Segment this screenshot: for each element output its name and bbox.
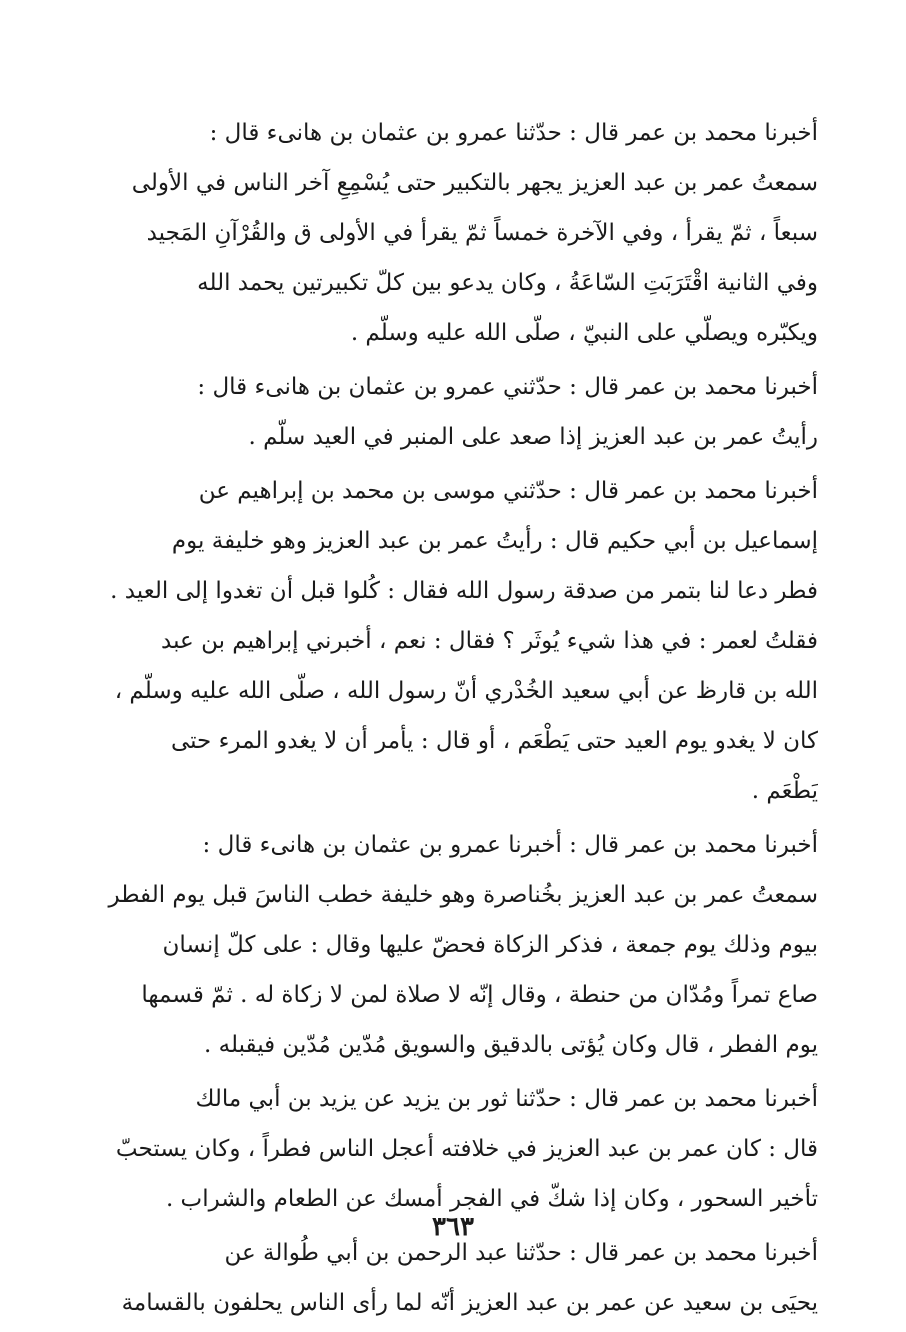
- text-line: الله بن قارظ عن أبي سعيد الخُدْري أنّ رسول الله ، صلّى الله عليه وسلّم ،: [114, 678, 818, 704]
- text-line: وفي الثانية اقْتَرَبَتِ السّاعَةُ ، وكان يدعو بين كلّ تكبيرتين يحمد الله: [197, 270, 818, 296]
- text-line: أخبرنا محمد بن عمر قال : حدّثني عمرو بن عثمان بن هانىء قال :: [197, 374, 818, 400]
- text-line: فطر دعا لنا بتمر من صدقة رسول الله فقال : كُلوا قبل أن تغدوا إلى العيد .: [110, 578, 818, 604]
- paragraph-3: [88, 466, 818, 816]
- text-line: أخبرنا محمد بن عمر قال : أخبرنا عمرو بن عثمان بن هانىء قال :: [202, 832, 818, 858]
- text-line: أخبرنا محمد بن عمر قال : حدّثنا عبد الرحمن بن أبي طُوالة عن: [224, 1240, 818, 1266]
- paragraph-4: [88, 820, 818, 1070]
- text-line: سمعتُ عمر بن عبد العزيز يجهر بالتكبير حتى يُسْمِعِ آخر الناس في الأولى: [131, 170, 818, 196]
- text-line: فقلتُ لعمر : في هذا شيء يُوثَر ؟ فقال : نعم ، أخبرني إبراهيم بن عبد: [161, 628, 818, 654]
- paragraph-6: [88, 1228, 818, 1328]
- paragraph-2: [88, 362, 818, 462]
- text-line: يَطْعَم .: [751, 778, 818, 804]
- page-body: [88, 108, 818, 1332]
- paragraph-1: [88, 108, 818, 358]
- text-line: صاع تمراً ومُدّان من حنطة ، وقال إنّه لا صلاة لمن لا زكاة له . ثمّ قسمها: [141, 982, 818, 1008]
- text-line: كان لا يغدو يوم العيد حتى يَطْعَم ، أو قال : يأمر أن لا يغدو المرء حتى: [170, 728, 818, 754]
- text-line: تأخير السحور ، وكان إذا شكّ في الفجر أمسك عن الطعام والشراب .: [165, 1186, 818, 1212]
- text-line: يحيَى بن سعيد عن عمر بن عبد العزيز أنّه لما رأى الناس يحلفون بالقسامة: [121, 1290, 818, 1316]
- paragraph-5: [88, 1074, 818, 1224]
- text-line: قال : كان عمر بن عبد العزيز في خلافته أعجل الناس فطراً ، وكان يستحبّ: [115, 1136, 818, 1162]
- text-line: بيوم وذلك يوم جمعة ، فذكر الزكاة فحضّ عليها وقال : على كلّ إنسان: [162, 932, 818, 958]
- page-number: ٣٦٣: [432, 1212, 474, 1242]
- text-line: يوم الفطر ، قال وكان يُؤتى بالدقيق والسويق مُدّين مُدّين فيقبله .: [204, 1032, 818, 1058]
- text-line: إسماعيل بن أبي حكيم قال : رأيتُ عمر بن عبد العزيز وهو خليفة يوم: [171, 528, 818, 554]
- text-line: رأيتُ عمر بن عبد العزيز إذا صعد على المنبر في العيد سلّم .: [248, 424, 818, 450]
- text-line: أخبرنا محمد بن عمر قال : حدّثني موسى بن محمد بن إبراهيم عن: [198, 478, 818, 504]
- text-line: أخبرنا محمد بن عمر قال : حدّثنا عمرو بن عثمان بن هانىء قال :: [209, 120, 818, 146]
- text-line: سبعاً ، ثمّ يقرأ ، وفي الآخرة خمساً ثمّ يقرأ في الأولى ق والقُرْآنِ المَجيد: [146, 220, 818, 246]
- text-line: أخبرنا محمد بن عمر قال : حدّثنا ثور بن يزيد عن يزيد بن أبي مالك: [195, 1086, 818, 1112]
- text-line: سمعتُ عمر بن عبد العزيز بخُناصرة وهو خليفة خطب الناسَ قبل يوم الفطر: [108, 882, 818, 908]
- text-line: ويكبّره ويصلّي على النبيّ ، صلّى الله عليه وسلّم .: [350, 320, 818, 346]
